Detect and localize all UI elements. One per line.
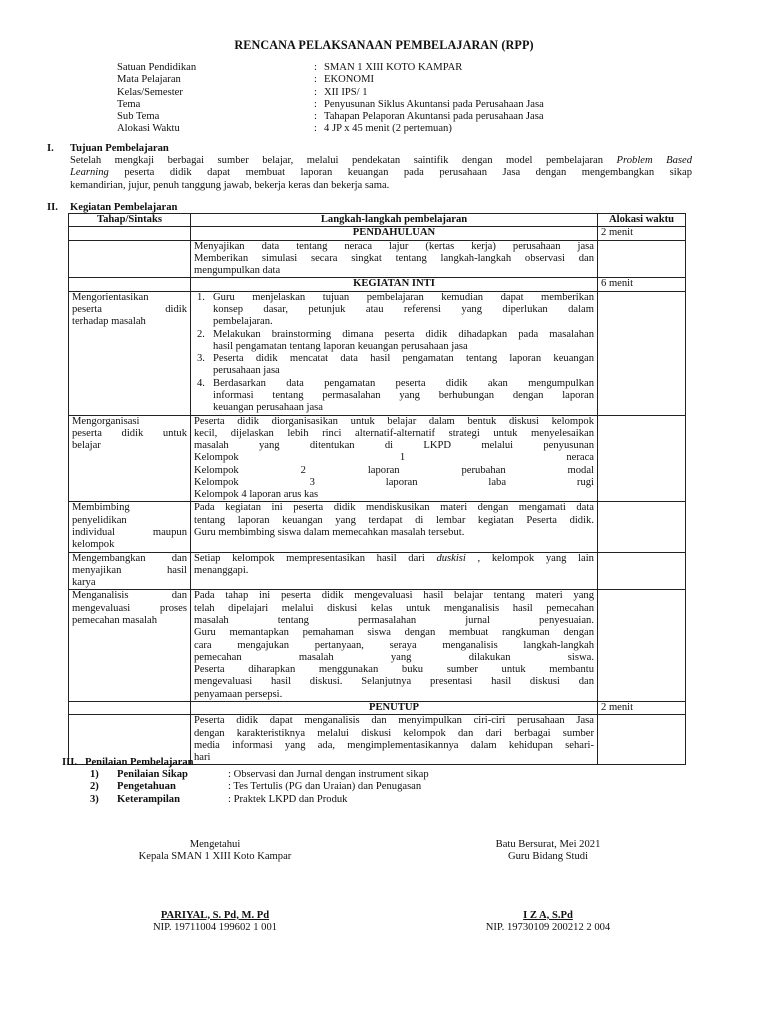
assessment-value: : Tes Tertulis (PG dan Uraian) dan Penugasan (228, 781, 422, 793)
stage-text: individual maupun (72, 527, 187, 539)
step-text: telah dipelajari melalui diskusi kelas untuk menganalisis hasil pemecahan (194, 602, 594, 614)
step-text: informasi tentang permasalahan yang berhubungan dengan laporan (213, 389, 594, 401)
step-text: Melakukan brainstorming dimana peserta didik dihadapkan pada masalahan (213, 328, 594, 340)
step-text: Pada kegiatan ini peserta didik mendiskusikan materi dengan mengamati data (194, 502, 594, 514)
section-label: PENDAHULUAN (191, 227, 598, 240)
stage-text: belajar (72, 440, 101, 452)
info-colon: : (314, 123, 317, 135)
info-value: Penyusunan Siklus Akuntansi pada Perusahaan Jasa (324, 98, 544, 110)
step-text: cara mengajukan pertanyaan, seraya menganalisis langkah-langkah (194, 639, 594, 651)
steps-cell (191, 240, 598, 278)
header-stage: Tahap/Sintaks (69, 214, 191, 227)
table-row (69, 590, 686, 702)
stage-cell (69, 502, 191, 552)
info-label: Tema (117, 98, 141, 110)
table-row (69, 502, 686, 552)
info-row (117, 62, 544, 74)
step-text: Menyajikan data tentang neraca lajur (kertas kerja) perusahaan jasa (194, 240, 594, 252)
step-text: keuangan perusahaan jasa (213, 402, 324, 414)
info-value: XII IPS/ 1 (324, 86, 368, 98)
step-text: media informasi yang ada, mengimplementasikannya dalam kehidupan sehari- (194, 739, 594, 751)
assessment-value: : Praktek LKPD dan Produk (228, 793, 348, 805)
empty-cell (598, 502, 686, 552)
stage-text: Mengembangkan dan (72, 552, 187, 564)
stage-cell (69, 552, 191, 590)
step-number: 4. (197, 377, 205, 389)
step-text: Kelompok 2 laporan perubahan modal (194, 464, 594, 476)
step-text: Pada tahap ini peserta didik mengevaluasi hasil belajar tentang materi yang (194, 590, 594, 602)
assessment-list (90, 769, 429, 806)
empty-cell (69, 701, 191, 714)
document-title: RENCANA PELAKSANAAN PEMBELAJARAN (RPP) (234, 38, 534, 52)
step-text: penyamaan persepsi. (194, 688, 283, 700)
assessment-label: Pengetahuan (117, 781, 176, 793)
info-row (117, 111, 544, 123)
list-item (194, 353, 594, 378)
assessment-row (90, 794, 429, 806)
header-steps: Langkah-langkah pembelajaran (191, 214, 598, 227)
time-cell: 2 menit (598, 701, 686, 714)
steps-cell (191, 590, 598, 702)
list-item (194, 292, 594, 329)
signature-left: Mengetahui Kepala SMAN 1 XIII Koto Kampar PARIYAL, S. Pd, M. Pd NIP. 19711004 199602 1 001 (110, 839, 320, 934)
step-text: Kelompok 3 laporan laba rugi (194, 476, 594, 488)
steps-cell (191, 415, 598, 502)
step-number: 3. (197, 353, 205, 365)
assessment-row (90, 781, 429, 793)
empty-cell (598, 291, 686, 415)
info-colon: : (314, 111, 317, 123)
steps-cell (191, 502, 598, 552)
table-row (69, 291, 686, 415)
empty-cell (69, 240, 191, 278)
identity-table (117, 62, 544, 136)
empty-cell (69, 278, 191, 291)
step-text: mengevaluasi hasil diskusi. Selanjutnya presentasi hasil diskusi dan (194, 676, 594, 688)
table-row (69, 552, 686, 590)
step-text: pembelajaran. (213, 316, 273, 328)
stage-text: karya (72, 577, 96, 589)
info-colon: : (314, 86, 317, 98)
learning-activities-table (68, 213, 686, 765)
steps-cell (191, 291, 598, 415)
step-text: Guru memantapkan pemahaman siswa dengan membuat rangkuman dengan (194, 627, 594, 639)
assessment-label: Penilaian Sikap (117, 769, 188, 780)
empty-cell (598, 552, 686, 590)
stage-text: kelompok (72, 539, 115, 551)
header-time: Alokasi waktu (598, 214, 686, 227)
step-text: Memberikan simulasi secara singkat tentang langkah-langkah observasi dan (194, 252, 594, 264)
step-text: Berdasarkan data pengamatan peserta didik akan mengumpulkan (213, 377, 594, 389)
empty-cell (598, 415, 686, 502)
section-row-pendahuluan (69, 227, 686, 240)
step-number: 1. (197, 291, 205, 303)
info-value: Tahapan Pelaporan Akuntansi pada perusahaan Jasa (324, 111, 544, 123)
step-text: Guru menjelaskan tujuan pembelajaran kemudian dapat memberikan (213, 291, 594, 303)
step-text: perusahaan jasa (213, 365, 280, 377)
info-label: Kelas/Semester (117, 86, 183, 98)
step-text: masalah tentang permasalahan jurnal penyesuaian. (194, 615, 594, 626)
stage-text: Mengorientasikan (72, 291, 149, 303)
list-item (194, 378, 594, 415)
assessment-row (90, 769, 429, 781)
time-cell: 2 menit (598, 227, 686, 240)
stage-text: pemecahan masalah (72, 615, 157, 626)
assessment-label: Keterampilan (117, 793, 180, 805)
info-label: Satuan Pendidikan (117, 62, 197, 73)
info-label: Sub Tema (117, 111, 160, 123)
stage-cell (69, 291, 191, 415)
step-text: Kelompok 1 neraca (194, 452, 594, 464)
principal-nip: NIP. 19711004 199602 1 001 (152, 921, 278, 933)
step-text: Kelompok 4 laporan arus kas (194, 489, 319, 501)
empty-cell (69, 227, 191, 240)
info-label: Mata Pelajaran (117, 74, 181, 86)
step-text: masalah yang ditentukan di LKPD melalui penyusunan (194, 440, 594, 452)
step-text: pemecahan masalah yang dilakukan siswa. (194, 651, 594, 663)
principal-name: PARIYAL, S. Pd, M. Pd (160, 909, 270, 921)
stage-text: Membimbing (72, 502, 130, 514)
section-row-penutup (69, 701, 686, 714)
table-row (69, 415, 686, 502)
stage-text: peserta didik (72, 303, 187, 315)
step-text: Guru membimbing siswa dalam memecahkan masalah tersebut. (194, 527, 465, 539)
step-text: mengumpulkan data (194, 265, 281, 277)
info-value: SMAN 1 XIII KOTO KAMPAR (324, 62, 463, 73)
section-3-heading: III. Penilaian Pembelajaran (62, 757, 194, 768)
step-text: Peserta didik mencatat data hasil pengamatan tentang laporan keuangan (213, 353, 594, 365)
info-label: Alokasi Waktu (117, 123, 180, 135)
section-1-heading: I. Tujuan Pembelajaran (47, 143, 169, 154)
steps-cell (191, 552, 598, 590)
stage-text: penyelidikan (72, 514, 127, 526)
stage-cell (69, 590, 191, 702)
step-text: menanggapi. (194, 564, 249, 576)
steps-cell (191, 715, 598, 765)
table-row (69, 240, 686, 278)
list-item (194, 329, 594, 354)
section-2-heading: II. Kegiatan Pembelajaran (47, 202, 178, 213)
stage-text: terhadap masalah (72, 316, 146, 328)
step-text: Setiap kelompok mempresentasikan hasil dari duskisi , kelompok yang lain (194, 552, 594, 564)
stage-text: menyajikan hasil (72, 564, 187, 576)
info-value: EKONOMI (324, 74, 375, 86)
table-header-row (69, 214, 686, 227)
info-row (117, 74, 544, 86)
step-text: konsep dasar, petunjuk atau referensi yang diperlukan dalam (213, 303, 594, 315)
section-label: KEGIATAN INTI (191, 278, 598, 291)
step-text: kecil, dijelaskan lebih rinci alternatif-alternatif strategi untuk menyelesaikan (194, 427, 594, 439)
assessment-value: : Observasi dan Jurnal dengan instrument sikap (228, 769, 429, 780)
info-row (117, 99, 544, 111)
assessment-number: 1) (90, 769, 99, 780)
assessment-number: 2) (90, 781, 99, 793)
info-row (117, 123, 544, 135)
stage-text: peserta didik untuk (72, 427, 187, 439)
step-text: tentang laporan keuangan yang terdapat di lembar kegiatan Peserta didik. (194, 514, 594, 526)
step-text: hasil pengamatan tentang laporan keuangan perusahaan jasa (213, 340, 468, 352)
signature-right: Batu Bersurat, Mei 2021 Guru Bidang Studi I Z A, S.Pd NIP. 19730109 200212 2 004 (448, 839, 648, 934)
steps-list (194, 292, 594, 415)
assessment-number: 3) (90, 793, 99, 805)
empty-cell (598, 590, 686, 702)
step-text: Peserta didik dapat menganalisis dan menyimpulkan ciri-ciri perusahaan Jasa (194, 715, 594, 727)
step-text: Peserta diharapkan menggunakan buku sumber untuk membantu (194, 664, 594, 676)
teacher-nip: NIP. 19730109 200212 2 004 (485, 921, 611, 933)
info-row (117, 87, 544, 99)
time-cell: 6 menit (598, 278, 686, 291)
info-value: 4 JP x 45 menit (2 pertemuan) (324, 123, 452, 135)
empty-cell (598, 240, 686, 278)
step-number: 2. (197, 328, 205, 340)
step-text: Peserta didik diorganisasikan untuk belajar dalam bentuk diskusi kelompok (194, 415, 594, 427)
info-colon: : (314, 62, 317, 73)
teacher-name: I Z A, S.Pd (523, 909, 573, 921)
step-text: hari (194, 752, 211, 764)
section-1-body: Setelah mengkaji berbagai sumber belajar, melalui pendekatan saintifik dengan model pembelajaran Problem Based Learning peserta didik dapat membuat laporan keuangan pada perusahaan Jasa dengan mengembangkan sikap kemandirian, jujur, penuh tanggung jawab, bekerja keras dan bekerja sama. (70, 155, 692, 191)
stage-cell (69, 415, 191, 502)
section-label: PENUTUP (191, 701, 598, 714)
info-colon: : (314, 98, 317, 110)
stage-text: mengevaluasi proses (72, 602, 187, 614)
stage-text: Mengorganisasi (72, 415, 140, 427)
empty-cell (598, 715, 686, 765)
stage-text: Menganalisis dan (72, 590, 187, 602)
section-row-inti (69, 278, 686, 291)
info-colon: : (314, 74, 317, 86)
step-text: dengan karakteristiknya melalui diskusi kelompok dan dari berbagai sumber (194, 727, 594, 739)
